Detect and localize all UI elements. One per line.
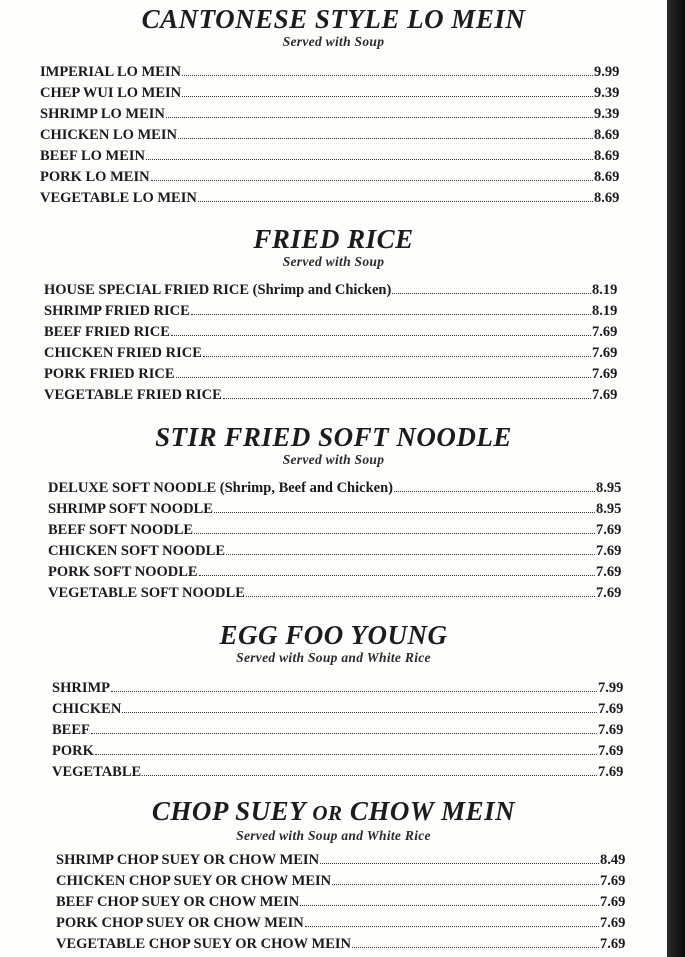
menu-item — [44, 280, 626, 301]
menu-item-name: SHRIMP SOFT NOODLE — [48, 501, 213, 517]
menu-item-price: 7.69 — [592, 366, 618, 382]
section-subtitle: Served with Soup — [282, 254, 385, 269]
dot-leader — [146, 158, 593, 160]
dot-leader — [300, 904, 599, 906]
menu-item-name: VEGETABLE LO MEIN — [40, 190, 197, 206]
menu-item-price: 7.69 — [596, 585, 622, 601]
menu-item-price: 7.69 — [600, 936, 626, 952]
menu-item — [56, 850, 634, 871]
dot-leader — [226, 553, 595, 555]
menu-item — [56, 871, 634, 892]
dot-leader — [198, 200, 593, 202]
dot-leader — [392, 292, 591, 294]
menu-item — [48, 541, 630, 562]
dot-leader — [178, 137, 593, 139]
menu-item-price: 8.95 — [596, 501, 622, 517]
menu-item-price: 8.49 — [600, 852, 626, 868]
menu-list-lo-mein — [0, 62, 628, 209]
menu-item — [48, 499, 630, 520]
section-title: STIR FRIED SOFT NOODLE — [155, 422, 512, 452]
section-lo-mein — [0, 4, 667, 49]
dot-leader — [142, 774, 597, 776]
menu-item-price: 7.69 — [600, 915, 626, 931]
section-egg-foo-young — [0, 620, 667, 665]
menu-item-name: BEEF CHOP SUEY OR CHOW MEIN — [56, 894, 300, 910]
menu-item — [56, 934, 634, 955]
dot-leader — [214, 511, 595, 513]
menu-item-price: 8.69 — [594, 148, 620, 164]
menu-item-price: 7.69 — [592, 324, 618, 340]
dot-leader — [176, 376, 591, 378]
dot-leader — [95, 753, 597, 755]
menu-item — [52, 699, 632, 720]
menu-list-fried-rice — [0, 280, 626, 406]
section-title-connector: OR — [312, 801, 343, 825]
menu-item-price: 8.69 — [594, 169, 620, 185]
menu-item-name: VEGETABLE FRIED RICE — [44, 387, 222, 403]
menu-item-price: 8.19 — [592, 282, 618, 298]
section-title: EGG FOO YOUNG — [219, 620, 448, 650]
menu-item-name: DELUXE SOFT NOODLE (Shrimp, Beef and Chicken) — [48, 480, 393, 496]
menu-item-name: IMPERIAL LO MEIN — [40, 64, 181, 80]
menu-item-name: PORK FRIED RICE — [44, 366, 175, 382]
dot-leader — [320, 862, 599, 864]
menu-item — [48, 478, 630, 499]
menu-item-name: HOUSE SPECIAL FRIED RICE (Shrimp and Chicken) — [44, 282, 392, 298]
menu-item-price: 7.69 — [598, 722, 624, 738]
dot-leader — [111, 690, 597, 692]
menu-item — [48, 562, 630, 583]
menu-item-price: 9.99 — [594, 64, 620, 80]
menu-item — [44, 322, 626, 343]
menu-item — [40, 104, 628, 125]
dot-leader — [305, 925, 599, 927]
menu-item — [56, 892, 634, 913]
menu-item — [40, 188, 628, 209]
menu-item-price: 8.19 — [592, 303, 618, 319]
menu-item — [52, 762, 632, 783]
menu-item — [40, 62, 628, 83]
section-title: CANTONESE STYLE LO MEIN — [141, 4, 526, 34]
dot-leader — [171, 334, 591, 336]
menu-item-price: 7.69 — [598, 701, 624, 717]
section-title-part: CHOW MEIN — [349, 796, 516, 826]
menu-list-chop-suey — [0, 850, 634, 955]
menu-item-name: SHRIMP CHOP SUEY OR CHOW MEIN — [56, 852, 320, 868]
section-subtitle: Served with Soup and White Rice — [236, 828, 431, 843]
menu-item-name: BEEF — [52, 722, 90, 738]
menu-item-name: PORK SOFT NOODLE — [48, 564, 198, 580]
menu-item-price: 9.39 — [594, 85, 620, 101]
dot-leader — [182, 74, 593, 76]
menu-item-price: 9.39 — [594, 106, 620, 122]
menu-item-name: BEEF LO MEIN — [40, 148, 146, 164]
menu-item-name: PORK — [52, 743, 94, 759]
dot-leader — [352, 946, 599, 948]
menu-item-name: SHRIMP FRIED RICE — [44, 303, 190, 319]
menu-item-price: 7.69 — [600, 894, 626, 910]
menu-item-price: 7.69 — [596, 543, 622, 559]
menu-item — [52, 720, 632, 741]
menu-item-name: CHICKEN CHOP SUEY OR CHOW MEIN — [56, 873, 332, 889]
menu-item-price: 8.95 — [596, 480, 622, 496]
menu-item-name: CHICKEN — [52, 701, 122, 717]
menu-item — [52, 678, 632, 699]
section-subtitle: Served with Soup — [282, 452, 385, 467]
menu-item — [40, 146, 628, 167]
menu-item-name: CHICKEN LO MEIN — [40, 127, 177, 143]
menu-item-name: CHICKEN SOFT NOODLE — [48, 543, 225, 559]
menu-item-price: 8.69 — [594, 127, 620, 143]
menu-item-name: BEEF FRIED RICE — [44, 324, 170, 340]
menu-item-price: 7.69 — [598, 743, 624, 759]
menu-item — [48, 520, 630, 541]
dot-leader — [151, 179, 593, 181]
menu-list-egg-foo-young — [0, 678, 632, 783]
dot-leader — [394, 490, 595, 492]
menu-item-name: VEGETABLE CHOP SUEY OR CHOW MEIN — [56, 936, 352, 952]
menu-item-price: 8.69 — [594, 190, 620, 206]
menu-item-price: 7.69 — [596, 522, 622, 538]
menu-item-name: SHRIMP — [52, 680, 110, 696]
menu-item-name: VEGETABLE — [52, 764, 142, 780]
menu-item-name: PORK CHOP SUEY OR CHOW MEIN — [56, 915, 304, 931]
menu-item — [44, 364, 626, 385]
menu-item — [44, 343, 626, 364]
menu-item — [40, 125, 628, 146]
menu-item — [44, 385, 626, 406]
menu-item — [52, 741, 632, 762]
menu-item-name: VEGETABLE SOFT NOODLE — [48, 585, 245, 601]
dot-leader — [166, 116, 593, 118]
dot-leader — [91, 732, 597, 734]
dot-leader — [332, 883, 599, 885]
dot-leader — [223, 397, 591, 399]
dot-leader — [199, 574, 595, 576]
menu-item-price: 7.69 — [596, 564, 622, 580]
menu-item-price: 7.69 — [592, 345, 618, 361]
menu-item-name: BEEF SOFT NOODLE — [48, 522, 194, 538]
menu-item — [48, 583, 630, 604]
section-soft-noodle — [0, 422, 667, 467]
menu-item-price: 7.69 — [598, 764, 624, 780]
menu-item — [40, 167, 628, 188]
menu-item-price: 7.69 — [592, 387, 618, 403]
menu-item-name: CHEP WUI LO MEIN — [40, 85, 182, 101]
section-subtitle: Served with Soup and White Rice — [236, 650, 431, 665]
section-title — [0, 796, 667, 828]
section-fried-rice — [0, 224, 667, 269]
menu-item — [56, 913, 634, 934]
menu-list-soft-noodle — [0, 478, 630, 604]
section-chop-suey — [0, 796, 667, 843]
menu-item-name: SHRIMP LO MEIN — [40, 106, 165, 122]
menu-item-name: PORK LO MEIN — [40, 169, 150, 185]
menu-item-name: CHICKEN FRIED RICE — [44, 345, 202, 361]
dot-leader — [246, 595, 595, 597]
section-title: FRIED RICE — [253, 224, 414, 254]
menu-item — [40, 83, 628, 104]
menu-item-price: 7.69 — [600, 873, 626, 889]
dot-leader — [191, 313, 591, 315]
section-subtitle: Served with Soup — [282, 34, 385, 49]
dot-leader — [122, 711, 597, 713]
page-edge-shadow — [667, 0, 685, 957]
dot-leader — [182, 95, 593, 97]
dot-leader — [203, 355, 591, 357]
menu-item — [44, 301, 626, 322]
dot-leader — [194, 532, 595, 534]
menu-item-price: 7.99 — [598, 680, 624, 696]
section-title-part: CHOP SUEY — [151, 796, 306, 826]
